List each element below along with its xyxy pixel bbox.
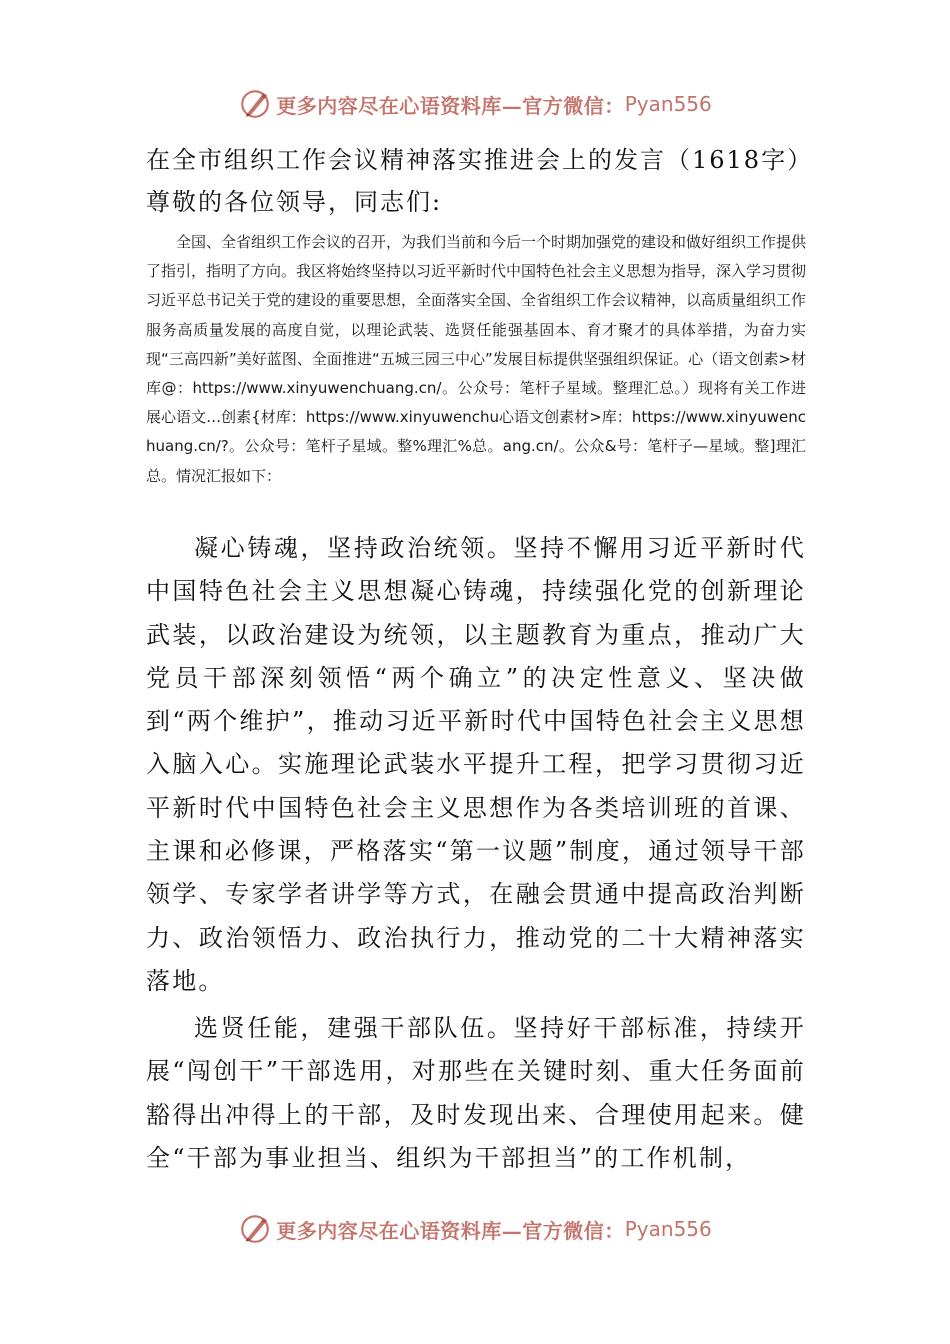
body-paragraph-2: 选贤任能，建强干部队伍。坚持好干部标准，持续开展“闯创干”干部选用，对那些在关键时刻、重大任务面前豁得出冲得上的干部，及时发现出来、合理使用起来。健全“干部为事业担当、组织为干部担当”的工作机制， — [146, 1014, 806, 1172]
watermark-text: 更多内容尽在心语资料库—官方微信： — [276, 1218, 625, 1243]
header-watermark — [0, 84, 950, 124]
pen-logo-icon — [238, 1212, 272, 1246]
salutation: 尊敬的各位领导，同志们: — [146, 188, 443, 216]
footer-watermark — [0, 1209, 950, 1249]
watermark-handle: Pyan556 — [624, 92, 712, 116]
body-paragraph-1: 凝心铸魂，坚持政治统领。坚持不懈用习近平新时代中国特色社会主义思想凝心铸魂，持续强化党的创新理论武装，以政治建设为统领，以主题教育为重点，推动广大党员干部深刻领悟“两个确立”的决定性意义、坚决做到“两个维护”，推动习近平新时代中国特色社会主义思想入脑入心。实施理论武装水平提升工程，把学习贯彻习近平新时代中国特色社会主义思想作为各类培训班的首课、主课和必修课，严格落实“第一议题”制度，通过领导干部领学、专家学者讲学等方式，在融会贯通中提高政治判断力、政治领悟力、政治执行力，推动党的二十大精神落实落地。 — [146, 534, 806, 995]
document-title: 在全市组织工作会议精神落实推进会上的发言（1618字） — [146, 146, 814, 174]
intro-paragraph: 全国、全省组织工作会议的召开，为我们当前和今后一个时期加强党的建设和做好组织工作提供了指引，指明了方向。我区将始终坚持以习近平新时代中国特色社会主义思想为指导，深入学习贯彻习近平总书记关于党的建设的重要思想，全面落实全国、全省组织工作会议精神，以高质量组织工作服务高质量发展的高度自觉，以理论武装、选贤任能强基固本、育才聚才的具体举措，为奋力实现“三高四新”美好蓝图、全面推进“五城三园三中心”发展目标提供坚强组织保证。心（语文创素>材库@：https://www.xinyuwenchuang.cn/。公众号：笔杆子星域。整理汇总。）现将有关工作进展心语文…创素{材库：https://www.xinyuwenchu心语文创素材>库：https://www.xinyuwenchuang.cn/?。公众号：笔杆子星域。整%理汇%总。ang.cn/。公众&号：笔杆子—星域。整]理汇总。情况汇报如下： — [146, 233, 807, 485]
watermark-handle: Pyan556 — [624, 1217, 712, 1241]
watermark-text: 更多内容尽在心语资料库—官方微信： — [276, 93, 625, 118]
pen-logo-icon — [238, 87, 272, 121]
